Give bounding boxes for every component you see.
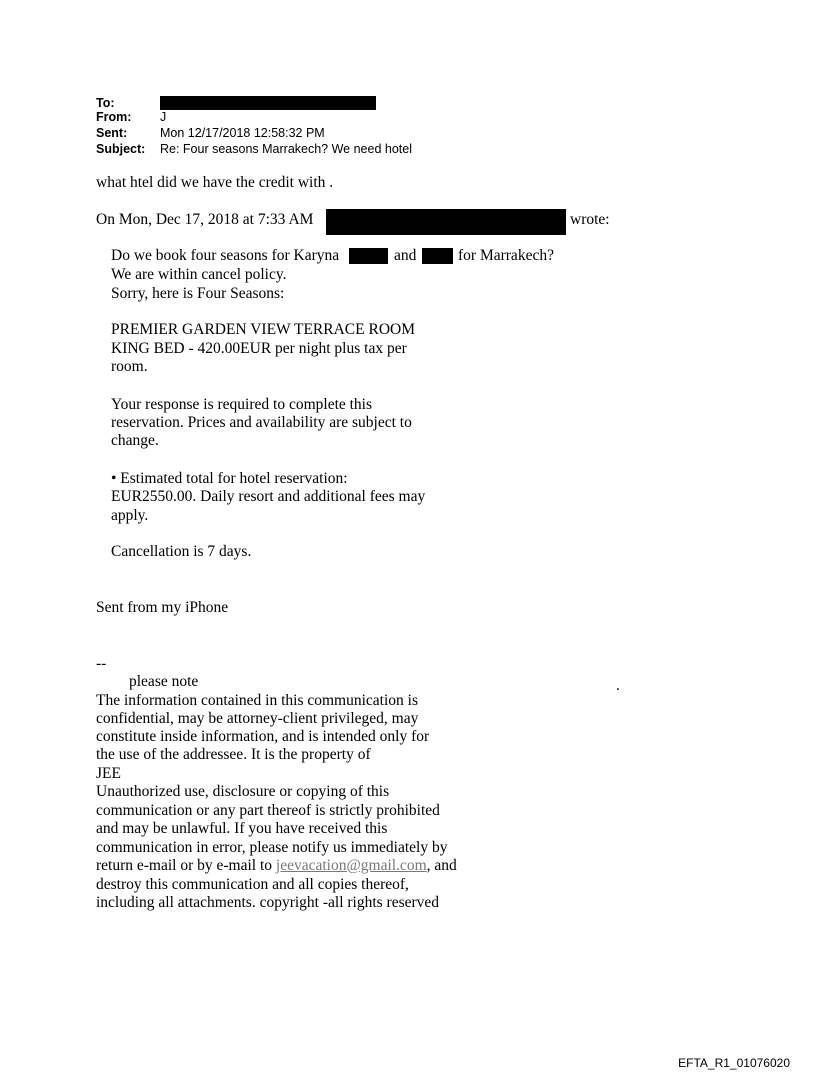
disclaimer-line: including all attachments. copyright -all rights reserved <box>96 894 440 911</box>
email-link[interactable]: jeevacation@gmail.com <box>275 857 427 874</box>
quoted-line-3: Sorry, here is Four Seasons: <box>111 285 285 302</box>
disclaimer-line: and may be unlawful. If you have received this <box>96 820 388 837</box>
disclaimer-line: constitute inside information, and is intended only for <box>96 728 430 745</box>
disclaimer-line: the use of the addressee. It is the property of <box>96 746 371 763</box>
quoted-line-1c: for Marrakech? <box>458 247 554 264</box>
disclaimer-line: communication in error, please notify us immediately by <box>96 839 448 856</box>
disclaimer-line: The information contained in this communication is <box>96 692 418 709</box>
room-line-2: KING BED - 420.00EUR per night plus tax per <box>111 340 407 357</box>
redaction-to <box>160 96 376 110</box>
quoted-line-1a: Do we book four seasons for Karyna <box>111 247 340 264</box>
redaction-sender <box>326 209 566 235</box>
room-line-3: room. <box>111 358 148 375</box>
subject-label: Subject: <box>96 142 146 156</box>
quote-wrote: wrote: <box>570 211 610 228</box>
bates-number: EFTA_R1_01076020 <box>678 1056 790 1070</box>
disclaimer-line: destroy this communication and all copies thereof, <box>96 876 409 893</box>
disclaimer-line: confidential, may be attorney-client privileged, may <box>96 710 419 727</box>
to-label: To: <box>96 96 115 110</box>
quote-intro: On Mon, Dec 17, 2018 at 7:33 AM <box>96 211 314 228</box>
sent-value: Mon 12/17/2018 12:58:32 PM <box>160 126 325 140</box>
sent-label: Sent: <box>96 126 128 140</box>
disclaimer-line: communication or any part thereof is strictly prohibited <box>96 802 440 819</box>
redaction-name-1 <box>349 248 388 264</box>
email-suffix: , and <box>426 857 457 874</box>
response-line-1: Your response is required to complete this <box>111 396 373 413</box>
quoted-line-1b: and <box>394 247 417 264</box>
signature-dashes: -- <box>96 655 107 672</box>
please-note: please note <box>129 673 199 690</box>
cancellation-line: Cancellation is 7 days. <box>111 543 252 560</box>
subject-value: Re: Four seasons Marrakech? We need hotel <box>160 142 412 156</box>
from-label: From: <box>96 110 132 124</box>
from-value: J <box>160 110 167 124</box>
estimate-line-3: apply. <box>111 507 149 524</box>
response-line-2: reservation. Prices and availability are subject to <box>111 414 412 431</box>
response-line-3: change. <box>111 432 159 449</box>
sent-from-line: Sent from my iPhone <box>96 599 229 616</box>
disclaimer-line: Unauthorized use, disclosure or copying of this <box>96 783 390 800</box>
estimate-line-1: • Estimated total for hotel reservation: <box>111 470 348 487</box>
disclaimer-email-line <box>96 857 457 875</box>
stray-dot: . <box>616 677 620 694</box>
quoted-line-2: We are within cancel policy. <box>111 266 287 283</box>
redaction-name-2 <box>422 248 453 264</box>
room-line-1: PREMIER GARDEN VIEW TERRACE ROOM <box>111 321 415 338</box>
estimate-line-2: EUR2550.00. Daily resort and additional fees may <box>111 488 426 505</box>
disclaimer-line: JEE <box>96 765 121 782</box>
reply-text: what htel did we have the credit with . <box>96 174 334 191</box>
email-prefix: return e-mail or by e-mail to <box>96 857 276 874</box>
